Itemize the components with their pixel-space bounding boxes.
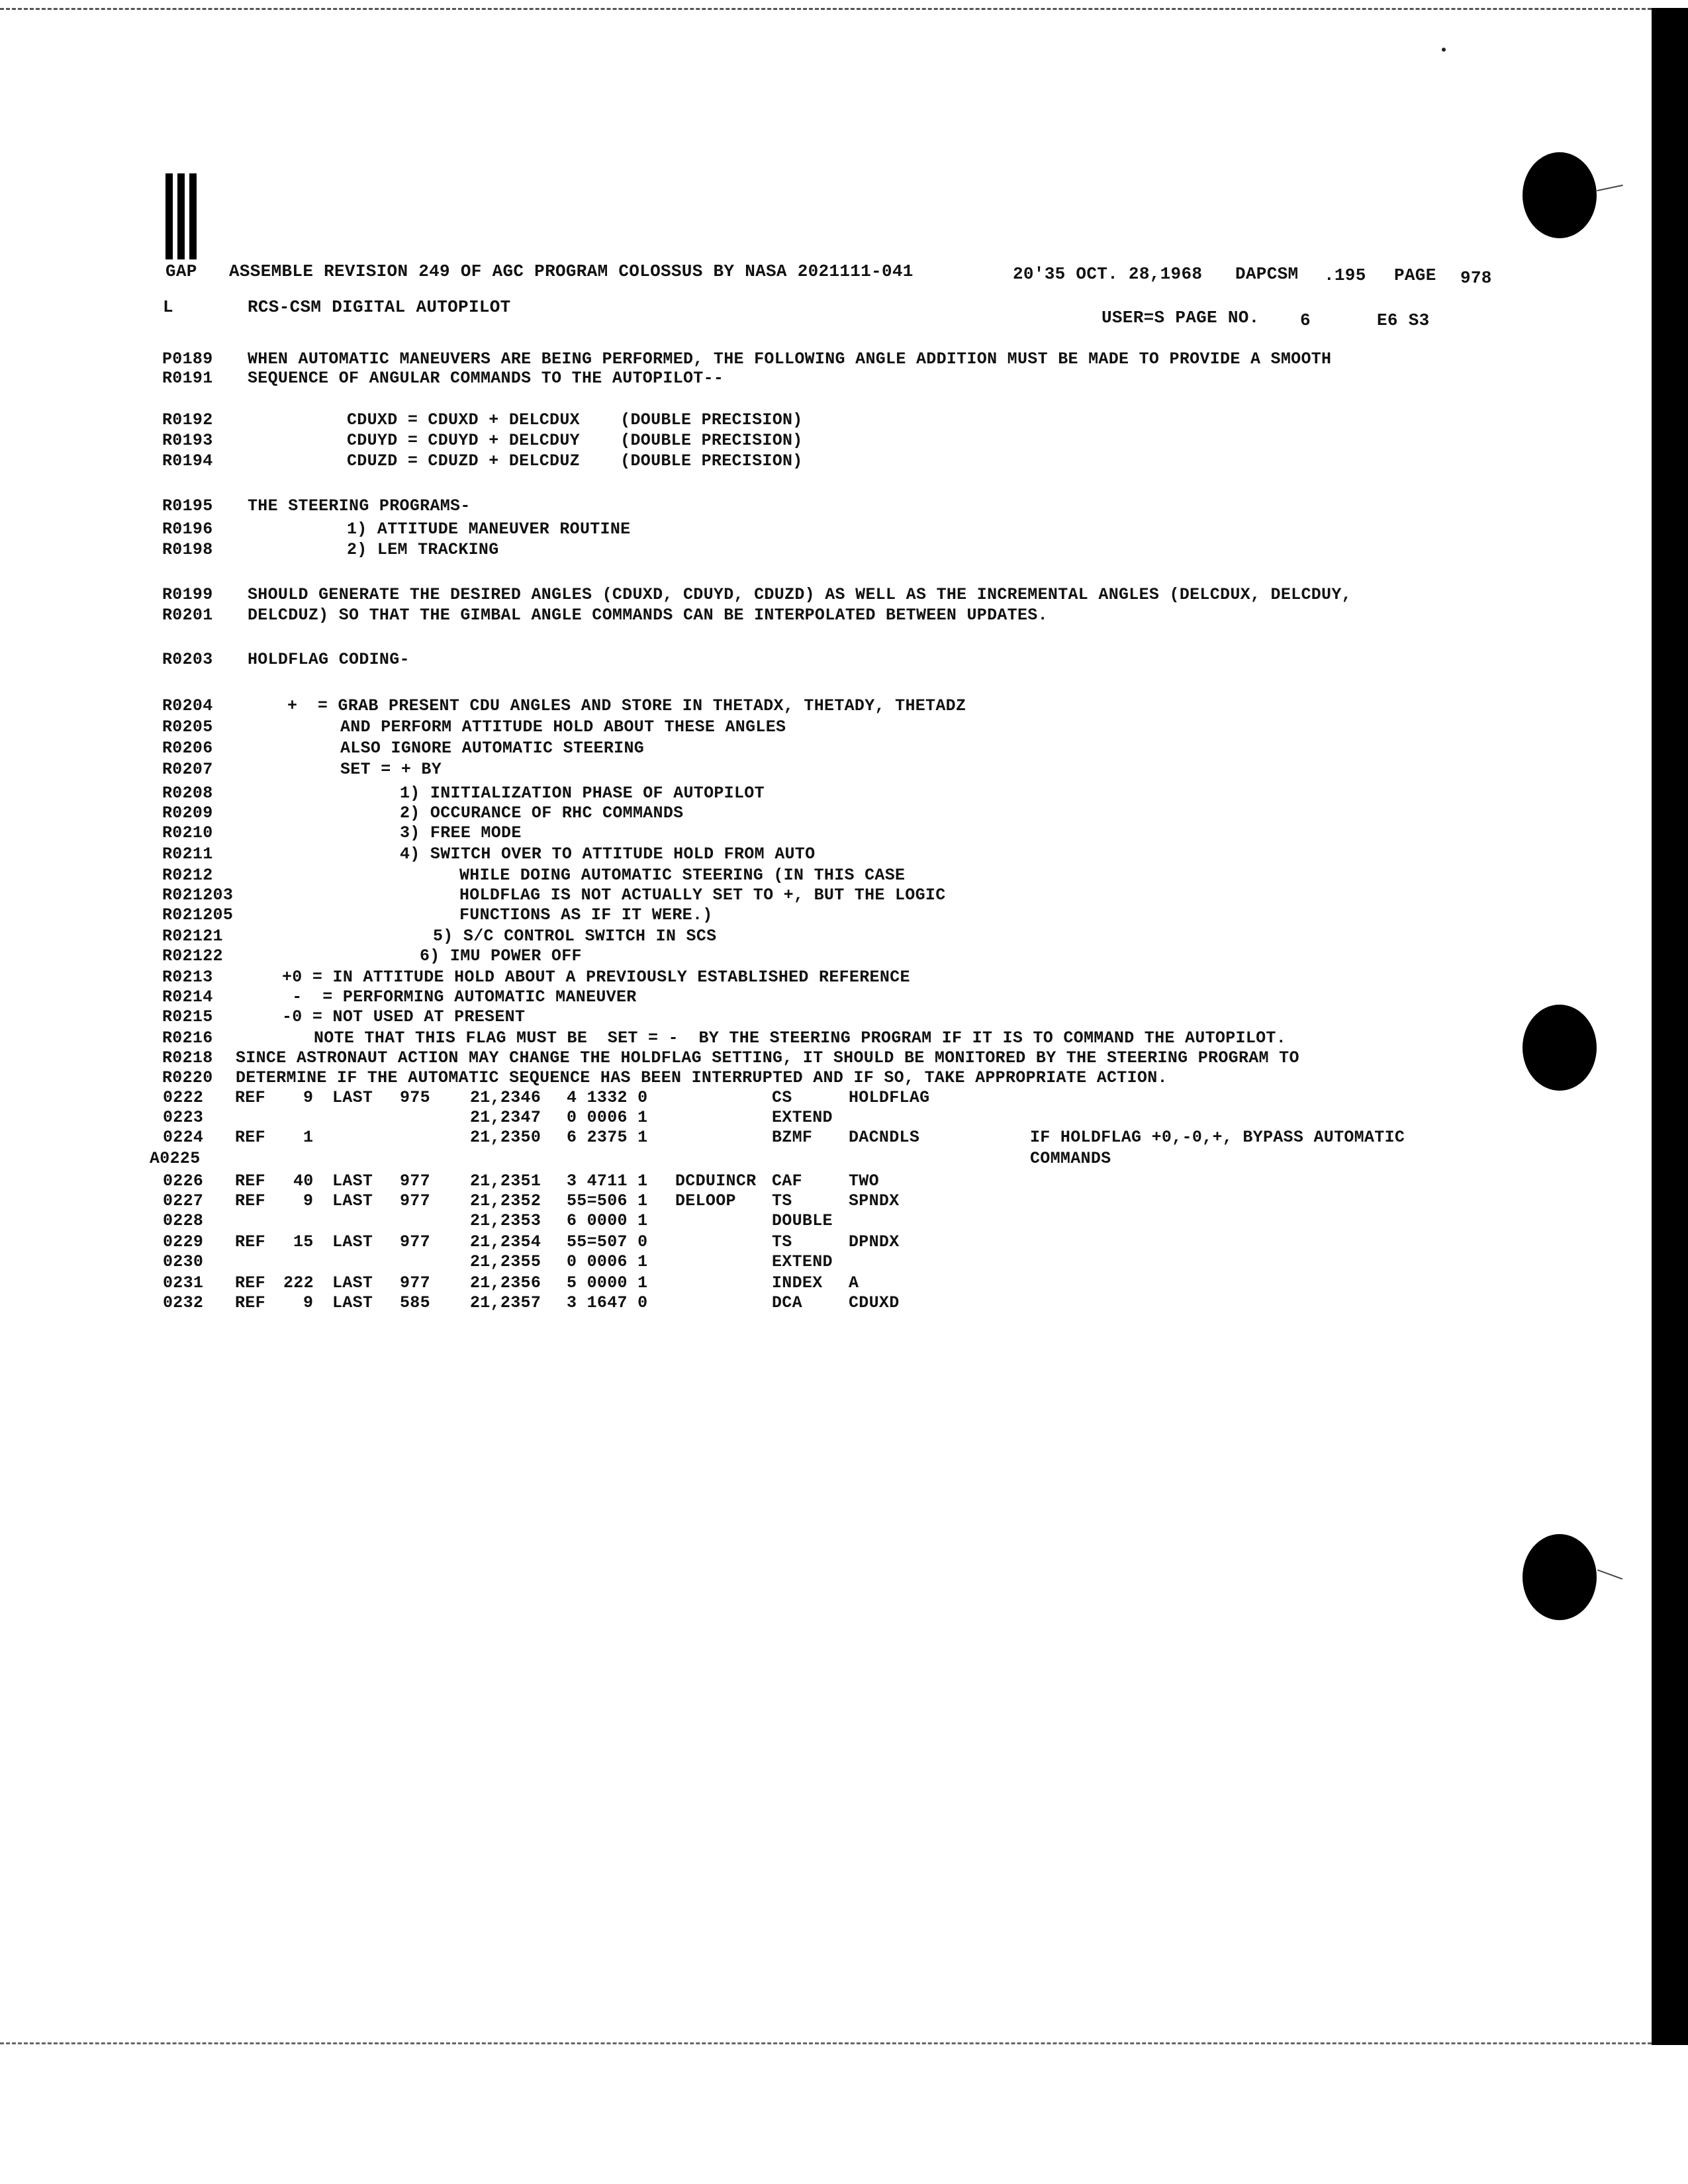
line-label: R0213 xyxy=(162,968,213,987)
line-label: R0208 xyxy=(162,784,213,803)
last-page: 585 xyxy=(400,1293,430,1312)
line-label: 0224 xyxy=(163,1128,204,1147)
comment-text: -0 = NOT USED AT PRESENT xyxy=(282,1007,526,1026)
comment-text: HOLDFLAG CODING- xyxy=(248,650,410,669)
line-label: R0214 xyxy=(162,987,213,1007)
listing-subtitle: RCS-CSM DIGITAL AUTOPILOT xyxy=(248,297,511,317)
operand: SPNDX xyxy=(849,1191,900,1210)
line-label: R021205 xyxy=(162,905,234,925)
ref-count: 9 xyxy=(303,1293,314,1312)
line-label: R0206 xyxy=(162,739,213,758)
comment-text: CDUZD = CDUZD + DELCDUZ (DOUBLE PRECISION) xyxy=(347,451,803,471)
line-label: 0229 xyxy=(163,1232,204,1251)
memory-address: 21,2357 xyxy=(470,1293,541,1312)
line-label: R0192 xyxy=(162,410,213,430)
symbol-tag: DELOOP xyxy=(675,1191,736,1210)
bottom-edge-rule xyxy=(0,2042,1652,2044)
line-label: R0218 xyxy=(162,1048,213,1068)
comment-text: 2) LEM TRACKING xyxy=(347,540,499,559)
ref-count: 15 xyxy=(293,1232,314,1251)
last-marker: LAST xyxy=(332,1273,373,1293)
line-label: R02122 xyxy=(162,946,223,966)
comment-text: 3) FREE MODE xyxy=(400,823,522,842)
top-edge-rule xyxy=(0,8,1652,10)
line-label: R0211 xyxy=(162,844,213,864)
comment-text: SET = + BY xyxy=(340,760,442,779)
opcode: DOUBLE xyxy=(772,1211,833,1230)
line-label: R0191 xyxy=(162,369,213,388)
comment-text: +0 = IN ATTITUDE HOLD ABOUT A PREVIOUSLY ESTABLISHED REFERENCE xyxy=(282,968,910,987)
line-label: 0231 xyxy=(163,1273,204,1293)
line-label: R0209 xyxy=(162,803,213,823)
octal-code: 3 1647 0 xyxy=(567,1293,648,1312)
comment-text: + = GRAB PRESENT CDU ANGLES AND STORE IN THETADX, THETADY, THETADZ xyxy=(287,696,966,715)
barcode-mark xyxy=(165,173,207,259)
operand: CDUXD xyxy=(849,1293,900,1312)
line-label: R02121 xyxy=(162,927,223,946)
log-section: DAPCSM xyxy=(1235,264,1299,284)
ref-count: 9 xyxy=(303,1191,314,1210)
line-label: R0215 xyxy=(162,1007,213,1026)
ref-count: 40 xyxy=(293,1171,314,1191)
binder-hole-bottom xyxy=(1523,1534,1597,1620)
octal-code: 5 0000 1 xyxy=(567,1273,648,1293)
memory-address: 21,2354 xyxy=(470,1232,541,1251)
binder-hole-top xyxy=(1523,152,1597,238)
opcode: INDEX xyxy=(772,1273,823,1293)
assembly-title: ASSEMBLE REVISION 249 OF AGC PROGRAM COLOSSUS BY NASA 2021111-041 xyxy=(229,261,914,281)
memory-address: 21,2346 xyxy=(470,1088,541,1107)
octal-code: 6 2375 1 xyxy=(567,1128,648,1147)
ref-marker: REF xyxy=(235,1273,265,1293)
line-label: 0232 xyxy=(163,1293,204,1312)
line-label: R0193 xyxy=(162,431,213,450)
assembly-timestamp: 20'35 OCT. 28,1968 xyxy=(1013,264,1203,284)
line-label: 0222 xyxy=(163,1088,204,1107)
page-codes: E6 S3 xyxy=(1377,310,1430,330)
comment-text: 1) ATTITUDE MANEUVER ROUTINE xyxy=(347,520,631,539)
octal-code: 0 0006 1 xyxy=(567,1108,648,1127)
comment-text: DETERMINE IF THE AUTOMATIC SEQUENCE HAS BEEN INTERRUPTED AND IF SO, TAKE APPROPRIATE ACTION. xyxy=(236,1068,1168,1087)
line-label: R0204 xyxy=(162,696,213,715)
comment-text: THE STEERING PROGRAMS- xyxy=(248,496,471,516)
operand: DPNDX xyxy=(849,1232,900,1251)
gap-mark: GAP xyxy=(165,261,197,281)
page-label: PAGE xyxy=(1394,265,1436,285)
comment-text: DELCDUZ) SO THAT THE GIMBAL ANGLE COMMANDS CAN BE INTERPOLATED BETWEEN UPDATES. xyxy=(248,606,1048,625)
memory-address: 21,2353 xyxy=(470,1211,541,1230)
users-page-label: USER=S PAGE NO. xyxy=(1102,308,1260,328)
listing-comment: COMMANDS xyxy=(1030,1149,1111,1168)
scan-mark xyxy=(1597,1569,1622,1580)
opcode: EXTEND xyxy=(772,1108,833,1127)
octal-code: 4 1332 0 xyxy=(567,1088,648,1107)
last-marker: LAST xyxy=(332,1088,373,1107)
ref-count: 1 xyxy=(303,1128,314,1147)
comment-text: CDUXD = CDUXD + DELCDUX (DOUBLE PRECISION) xyxy=(347,410,803,430)
line-label: R021203 xyxy=(162,886,234,905)
comment-text: WHILE DOING AUTOMATIC STEERING (IN THIS CASE xyxy=(459,866,906,885)
opcode: DCA xyxy=(772,1293,802,1312)
comment-text: 5) S/C CONTROL SWITCH IN SCS xyxy=(433,927,717,946)
comment-text: SEQUENCE OF ANGULAR COMMANDS TO THE AUTOPILOT-- xyxy=(248,369,724,388)
symbol-tag: DCDUINCR xyxy=(675,1171,757,1191)
scan-speck xyxy=(1442,48,1446,52)
line-label: 0228 xyxy=(163,1211,204,1230)
ref-marker: REF xyxy=(235,1128,265,1147)
right-scan-edge xyxy=(1652,8,1688,2045)
operand: DACNDLS xyxy=(849,1128,920,1147)
ref-marker: REF xyxy=(235,1293,265,1312)
memory-address: 21,2351 xyxy=(470,1171,541,1191)
line-label: P0189 xyxy=(162,349,213,369)
line-label: 0227 xyxy=(163,1191,204,1210)
octal-code: 55=507 0 xyxy=(567,1232,648,1251)
line-label: R0196 xyxy=(162,520,213,539)
last-marker: LAST xyxy=(332,1232,373,1251)
opcode: BZMF xyxy=(772,1128,813,1147)
last-marker: LAST xyxy=(332,1293,373,1312)
comment-text: SHOULD GENERATE THE DESIRED ANGLES (CDUXD, CDUYD, CDUZD) AS WELL AS THE INCREMENTAL ANGLES (DELCDUX, DELCDUY, xyxy=(248,585,1352,604)
line-label: R0207 xyxy=(162,760,213,779)
operand: HOLDFLAG xyxy=(849,1088,930,1107)
line-label: 0230 xyxy=(163,1252,204,1271)
listing-comment: IF HOLDFLAG +0,-0,+, BYPASS AUTOMATIC xyxy=(1030,1128,1405,1147)
line-label: 0223 xyxy=(163,1108,204,1127)
line-label: R0216 xyxy=(162,1028,213,1048)
last-marker: LAST xyxy=(332,1191,373,1210)
last-page: 977 xyxy=(400,1232,430,1251)
ref-marker: REF xyxy=(235,1232,265,1251)
memory-address: 21,2355 xyxy=(470,1252,541,1271)
binder-hole-middle xyxy=(1523,1005,1597,1091)
page-number: 978 xyxy=(1460,268,1492,288)
memory-address: 21,2352 xyxy=(470,1191,541,1210)
l-label: L xyxy=(163,297,173,317)
line-label: R0194 xyxy=(162,451,213,471)
comment-text: 4) SWITCH OVER TO ATTITUDE HOLD FROM AUTO xyxy=(400,844,816,864)
line-label: R0220 xyxy=(162,1068,213,1087)
octal-code: 6 0000 1 xyxy=(567,1211,648,1230)
line-label: R0203 xyxy=(162,650,213,669)
log-number: .195 xyxy=(1324,265,1366,285)
comment-text: NOTE THAT THIS FLAG MUST BE SET = - BY THE STEERING PROGRAM IF IT IS TO COMMAND THE AUTOPILOT. xyxy=(314,1028,1287,1048)
line-label: R0210 xyxy=(162,823,213,842)
line-label: R0195 xyxy=(162,496,213,516)
comment-text: AND PERFORM ATTITUDE HOLD ABOUT THESE ANGLES xyxy=(340,717,786,737)
memory-address: 21,2347 xyxy=(470,1108,541,1127)
opcode: TS xyxy=(772,1191,792,1210)
last-page: 977 xyxy=(400,1273,430,1293)
comment-text: HOLDFLAG IS NOT ACTUALLY SET TO +, BUT THE LOGIC xyxy=(459,886,946,905)
last-page: 975 xyxy=(400,1088,430,1107)
ref-count: 9 xyxy=(303,1088,314,1107)
comment-text: SINCE ASTRONAUT ACTION MAY CHANGE THE HOLDFLAG SETTING, IT SHOULD BE MONITORED BY THE STEERING PROGRAM TO xyxy=(236,1048,1299,1068)
scan-mark xyxy=(1597,185,1623,191)
memory-address: 21,2356 xyxy=(470,1273,541,1293)
last-marker: LAST xyxy=(332,1171,373,1191)
comment-text: FUNCTIONS AS IF IT WERE.) xyxy=(459,905,713,925)
comment-text: 6) IMU POWER OFF xyxy=(420,946,582,966)
ref-marker: REF xyxy=(235,1171,265,1191)
comment-text: 1) INITIALIZATION PHASE OF AUTOPILOT xyxy=(400,784,765,803)
memory-address: 21,2350 xyxy=(470,1128,541,1147)
ref-count: 222 xyxy=(283,1273,314,1293)
octal-code: 55=506 1 xyxy=(567,1191,648,1210)
opcode: CAF xyxy=(772,1171,802,1191)
last-page: 977 xyxy=(400,1171,430,1191)
line-label: A0225 xyxy=(150,1149,201,1168)
octal-code: 3 4711 1 xyxy=(567,1171,648,1191)
operand: TWO xyxy=(849,1171,879,1191)
opcode: CS xyxy=(772,1088,792,1107)
comment-text: CDUYD = CDUYD + DELCDUY (DOUBLE PRECISION) xyxy=(347,431,803,450)
comment-text: 2) OCCURANCE OF RHC COMMANDS xyxy=(400,803,684,823)
comment-text: ALSO IGNORE AUTOMATIC STEERING xyxy=(340,739,645,758)
comment-text: - = PERFORMING AUTOMATIC MANEUVER xyxy=(282,987,637,1007)
operand: A xyxy=(849,1273,859,1293)
opcode: TS xyxy=(772,1232,792,1251)
octal-code: 0 0006 1 xyxy=(567,1252,648,1271)
line-label: R0199 xyxy=(162,585,213,604)
comment-text: WHEN AUTOMATIC MANEUVERS ARE BEING PERFORMED, THE FOLLOWING ANGLE ADDITION MUST BE MADE TO PROVIDE A SMOOTH xyxy=(248,349,1332,369)
ref-marker: REF xyxy=(235,1088,265,1107)
line-label: R0212 xyxy=(162,866,213,885)
line-label: R0198 xyxy=(162,540,213,559)
line-label: 0226 xyxy=(163,1171,204,1191)
line-label: R0201 xyxy=(162,606,213,625)
opcode: EXTEND xyxy=(772,1252,833,1271)
ref-marker: REF xyxy=(235,1191,265,1210)
users-page-number: 6 xyxy=(1300,310,1311,330)
last-page: 977 xyxy=(400,1191,430,1210)
line-label: R0205 xyxy=(162,717,213,737)
